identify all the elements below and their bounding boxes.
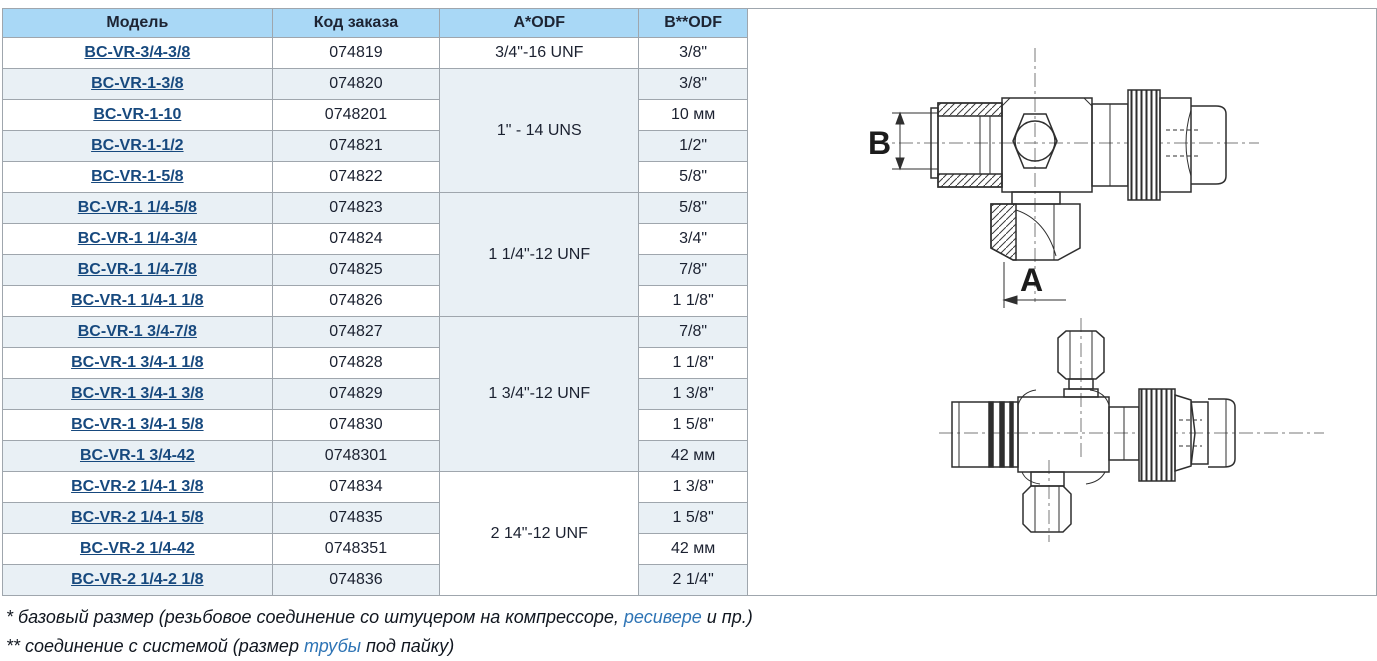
model-cell bbox=[3, 441, 273, 472]
model-link[interactable]: BC-VR-1 3/4-1 3/8 bbox=[71, 385, 204, 402]
model-link[interactable]: BC-VR-1 3/4-42 bbox=[79, 447, 195, 464]
b-odf-cell: 5/8" bbox=[639, 162, 748, 193]
valve-body-top bbox=[931, 90, 1226, 260]
centerlines bbox=[939, 318, 1324, 542]
a-odf-cell: 1 1/4"-12 UNF bbox=[440, 193, 639, 317]
model-link[interactable]: BC-VR-3/4-3/8 bbox=[84, 44, 191, 61]
model-cell bbox=[3, 224, 273, 255]
drawings-cell bbox=[747, 9, 1376, 596]
table-header-row bbox=[3, 9, 1377, 38]
code-cell: 074830 bbox=[272, 410, 440, 441]
a-odf-cell: 3/4"-16 UNF bbox=[440, 38, 639, 69]
dimension-a-label: A bbox=[1019, 261, 1044, 298]
model-cell bbox=[3, 100, 273, 131]
code-cell: 074827 bbox=[272, 317, 440, 348]
valve-drawing-top bbox=[754, 10, 1370, 310]
code-cell: 074826 bbox=[272, 286, 440, 317]
dimension-b-label: B bbox=[867, 124, 892, 161]
model-link[interactable]: BC-VR-1-3/8 bbox=[91, 75, 184, 92]
model-link[interactable]: BC-VR-2 1/4-1 3/8 bbox=[71, 478, 204, 495]
model-link[interactable]: BC-VR-1 1/4-5/8 bbox=[77, 199, 197, 216]
model-link[interactable]: BC-VR-1 3/4-7/8 bbox=[77, 323, 197, 340]
b-odf-cell: 1 1/8" bbox=[639, 348, 748, 379]
a-odf-cell: 1 3/4"-12 UNF bbox=[440, 317, 639, 472]
b-odf-cell: 1 3/8" bbox=[639, 379, 748, 410]
footnotes bbox=[6, 603, 1377, 661]
valve-body-bottom bbox=[952, 331, 1235, 532]
b-odf-cell: 1 3/8" bbox=[639, 472, 748, 503]
footnote-system-connection bbox=[6, 632, 1377, 661]
model-cell bbox=[3, 565, 273, 596]
valve-drawings bbox=[754, 10, 1370, 595]
code-cell: 0748351 bbox=[272, 534, 440, 565]
footnote-2-text: ** соединение с системой (размер bbox=[6, 635, 304, 656]
model-cell bbox=[3, 162, 273, 193]
model-cell bbox=[3, 131, 273, 162]
column-header-b-odf: B**ODF bbox=[639, 9, 748, 38]
model-link[interactable]: BC-VR-1 1/4-3/4 bbox=[77, 230, 197, 247]
model-cell bbox=[3, 379, 273, 410]
footnote-1-text: * базовый размер (резьбовое соединение со штуцером на компрессоре, bbox=[6, 607, 624, 627]
b-odf-cell: 10 мм bbox=[639, 100, 748, 131]
model-cell bbox=[3, 534, 273, 565]
code-cell: 0748301 bbox=[272, 441, 440, 472]
model-cell bbox=[3, 193, 273, 224]
b-odf-cell: 42 мм bbox=[639, 441, 748, 472]
code-cell: 074822 bbox=[272, 162, 440, 193]
model-cell bbox=[3, 317, 273, 348]
model-cell bbox=[3, 38, 273, 69]
b-odf-cell: 3/8" bbox=[639, 69, 748, 100]
model-link[interactable]: BC-VR-2 1/4-1 5/8 bbox=[71, 509, 204, 526]
column-header-a-odf: A*ODF bbox=[440, 9, 639, 38]
model-link[interactable]: BC-VR-2 1/4-2 1/8 bbox=[71, 571, 204, 588]
code-cell: 074821 bbox=[272, 131, 440, 162]
model-link[interactable]: BC-VR-1 1/4-7/8 bbox=[77, 261, 197, 278]
b-odf-cell: 7/8" bbox=[639, 317, 748, 348]
b-odf-cell: 3/4" bbox=[639, 224, 748, 255]
model-link[interactable]: BC-VR-1 1/4-1 1/8 bbox=[71, 292, 204, 309]
valve-drawing-bottom bbox=[754, 310, 1370, 595]
b-odf-cell: 1 5/8" bbox=[639, 503, 748, 534]
receiver-link[interactable]: ресивере bbox=[623, 607, 702, 627]
code-cell: 074829 bbox=[272, 379, 440, 410]
model-link[interactable]: BC-VR-1 3/4-1 5/8 bbox=[71, 416, 204, 433]
model-cell bbox=[3, 503, 273, 534]
code-cell: 074835 bbox=[272, 503, 440, 534]
product-table bbox=[2, 8, 1377, 596]
b-odf-cell: 3/8" bbox=[639, 38, 748, 69]
model-link[interactable]: BC-VR-2 1/4-42 bbox=[79, 540, 195, 557]
code-cell: 074823 bbox=[272, 193, 440, 224]
code-cell: 074828 bbox=[272, 348, 440, 379]
model-link[interactable]: BC-VR-1-1/2 bbox=[91, 137, 184, 154]
footnote-2-suffix: под пайку) bbox=[360, 635, 455, 656]
code-cell: 0748201 bbox=[272, 100, 440, 131]
a-odf-cell: 2 14"-12 UNF bbox=[440, 472, 639, 596]
a-odf-cell: 1" - 14 UNS bbox=[440, 69, 639, 193]
model-link[interactable]: BC-VR-1 3/4-1 1/8 bbox=[71, 354, 204, 371]
model-cell bbox=[3, 69, 273, 100]
b-odf-cell: 42 мм bbox=[639, 534, 748, 565]
code-cell: 074834 bbox=[272, 472, 440, 503]
column-header-model: Модель bbox=[3, 9, 273, 38]
model-cell bbox=[3, 410, 273, 441]
code-cell: 074820 bbox=[272, 69, 440, 100]
pipe-link[interactable]: трубы bbox=[303, 635, 361, 656]
model-cell bbox=[3, 472, 273, 503]
code-cell: 074836 bbox=[272, 565, 440, 596]
b-odf-cell: 5/8" bbox=[639, 193, 748, 224]
model-cell bbox=[3, 255, 273, 286]
model-link[interactable]: BC-VR-1-5/8 bbox=[91, 168, 184, 185]
code-cell: 074825 bbox=[272, 255, 440, 286]
b-odf-cell: 1 1/8" bbox=[639, 286, 748, 317]
b-odf-cell: 1/2" bbox=[639, 131, 748, 162]
b-odf-cell: 7/8" bbox=[639, 255, 748, 286]
model-link[interactable]: BC-VR-1-10 bbox=[93, 106, 182, 123]
code-cell: 074824 bbox=[272, 224, 440, 255]
footnote-1-suffix: и пр.) bbox=[701, 607, 753, 627]
footnote-base-size bbox=[6, 603, 1377, 632]
b-odf-cell: 2 1/4" bbox=[639, 565, 748, 596]
model-cell bbox=[3, 286, 273, 317]
model-cell bbox=[3, 348, 273, 379]
column-header-code: Код заказа bbox=[272, 9, 440, 38]
code-cell: 074819 bbox=[272, 38, 440, 69]
b-odf-cell: 1 5/8" bbox=[639, 410, 748, 441]
